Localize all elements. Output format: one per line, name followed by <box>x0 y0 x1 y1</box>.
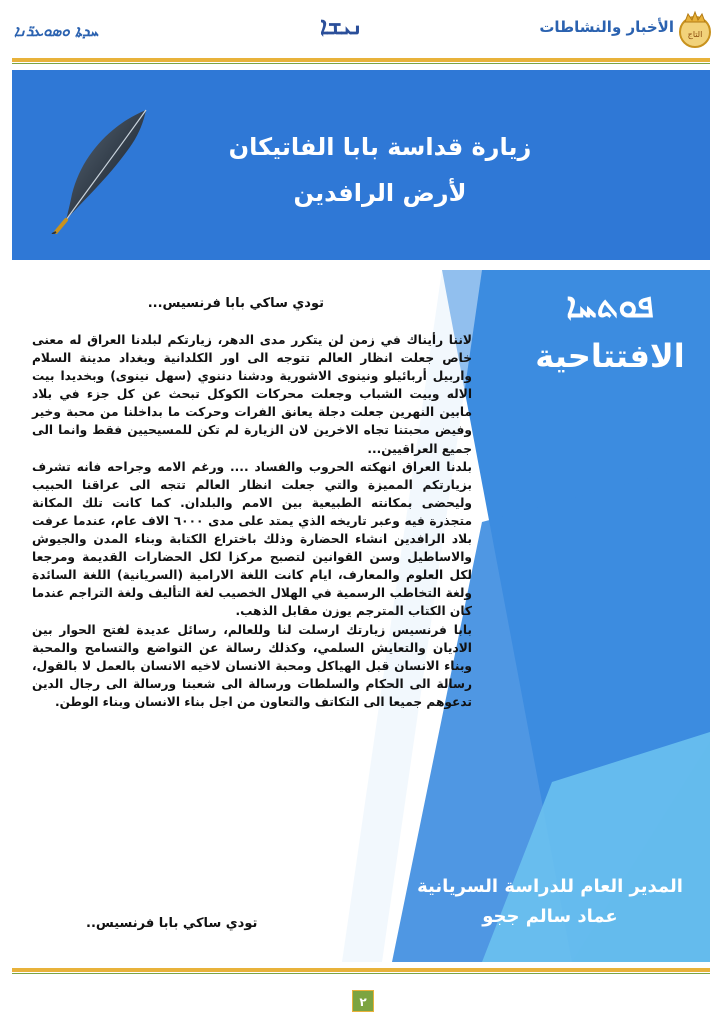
article-paragraph-2: بلدنا العراق انهكته الحروب والفساد .... ورغم الامه وجراحه فانه تشرف بزيارتكم المميزة والتي جعلت انظار العالم تتجه الى عراقنا الحبيب وليحضى بمكانته الطبيعية بين الامم والبلدان. كما كانت تلك المكانة متجذرة فيه وعبر تاريخه الذي يمتد على مدى ٦٠٠٠ الاف عام، عندما عرفت بلاد الرافدين انشاء الحضارة وذلك باختراع الكتابة وبناء المدن والجيوش والاساطيل وسن القوانين لتصبح مركزا لكل الحضارات القديمة ومرجعا لكل العلوم والمعارف، ايام كانت اللغة الارامية (السريانية) اللغة السائدة ولغة التخاطب الرسمية في الهلال الخصيب لغة التأليف ولغة التراجم عندما كان الكتاب المترجم يوزن مقابل الذهب. <box>32 459 472 619</box>
page-number: ٢ <box>352 990 374 1012</box>
footer-gold-rule <box>12 968 710 972</box>
opening-arabic: الافتتاحية <box>535 337 685 375</box>
quill-feather-icon <box>42 104 152 234</box>
title-line-2: لأرض الرافدين <box>293 179 467 207</box>
article-closing: تودي ساكي بابا فرنسيس.. <box>86 916 258 931</box>
crown-label: التاج <box>687 30 703 39</box>
page-header <box>0 0 722 62</box>
header-green-rule <box>12 63 710 64</box>
crown-icon <box>678 10 712 50</box>
opening-heading <box>520 278 700 378</box>
footer-green-rule <box>12 973 710 974</box>
article-body <box>32 296 472 711</box>
section-title: الأخبار والنشاطات <box>539 18 674 36</box>
header-gold-rule <box>12 58 710 62</box>
title-line-1: زيارة قداسة بابا الفاتيكان <box>228 133 532 161</box>
page-title <box>200 124 560 216</box>
signature-name: عماد سالم ججو <box>482 906 618 927</box>
article-greeting: تودي ساكي بابا فرنسيس... <box>147 296 324 311</box>
article-paragraph-1: لاننا رأيناك في زمن لن يتكرر مدى الدهر، زيارتكم لبلدنا العراق له معنى خاص جعلت انظار العالم تتوجه الى اور الكلدانية وبغداد مدينة السلام واربيل أربائيلو ونينوى الاشورية ودشنا دننوي (سهل نينوى) وبخديدا بيت الاله وبيت الشباب وجعلت محركات الكوكل تبحث عن كل جزء في بلاد مابين النهرين جعلت دجلة يعانق الفرات وحركت ما بداخلنا من محبة وخير وفيض محبتنا تجاه الاخرين لان الزيارة لم تكن للمسيحيين فقط وانما الى جميع العراقيين... <box>32 333 472 456</box>
title-banner <box>12 70 710 260</box>
syriac-section-title: ܚܕܬܐ ܘܣܘܥܪ̈ܢܐ <box>14 22 99 40</box>
center-logo: ܢܝܫܐ <box>320 12 363 40</box>
article-paragraph-3: بابا فرنسيس زيارتك ارسلت لنا وللعالم، رسائل عديدة لفتح الحوار بين الاديان والتعايش السلمي، وكذلك رسالة عن التواضع والتسامح والمحبة وبناء الانسان قبل الهياكل ومحبة الانسان لاخيه الانسان بالعمل لا بالقول، رسالة الى الحكام والسلطات ورسالة الى شعبنا ورسالة الى رجال الدين تدعوهم جميعا الى التكاتف والتعاون من اجل بناء الانسان وبناء الوطن. <box>32 622 472 709</box>
signature-block <box>400 872 700 932</box>
signature-title: المدير العام للدراسة السريانية <box>417 876 683 897</box>
opening-syriac: ܦܘܬܚܐ <box>566 286 654 326</box>
